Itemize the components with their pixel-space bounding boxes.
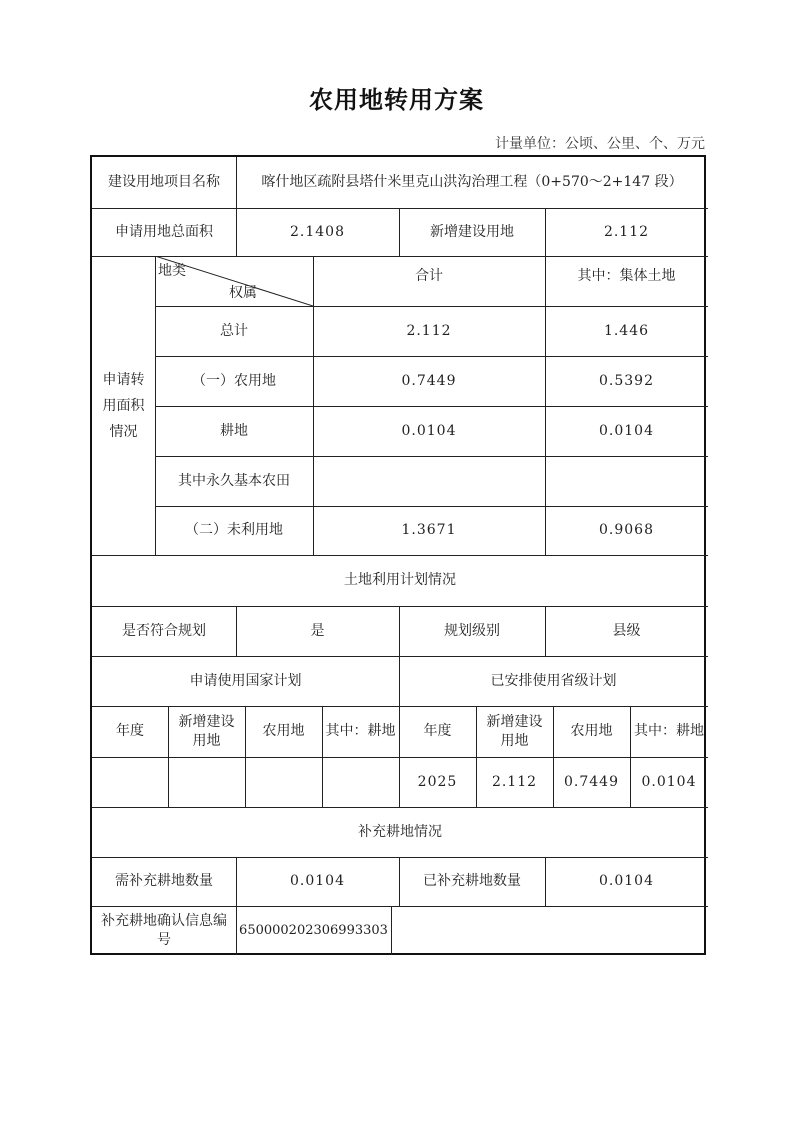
done-supplement-label: 已补充耕地数量 [423,873,521,889]
conv-row-label: 耕地 [220,422,248,439]
conv-row-collective: 0.5392 [599,372,654,389]
done-supplement-value: 0.0104 [599,873,654,889]
plan-header-new-construction: 新增建设用地 [178,713,235,749]
conv-row-label: （一）农用地 [192,372,276,389]
conv-row-total [313,456,545,506]
plan-value-cell [168,757,245,807]
supplement-section-title: 补充耕地情况 [358,823,442,840]
project-name-label: 建设用地项目名称 [108,174,220,190]
plan-header-year: 年度 [116,723,144,739]
plan-value-cell: 0.0104 [641,773,697,790]
plan-value-cell: 2.112 [491,773,538,790]
new-construction-land-label: 新增建设用地 [430,223,514,240]
conv-row-collective: 1.446 [603,322,650,339]
corner-ownership: 权属 [229,284,257,301]
plan-value-cell [92,757,168,807]
plan-value-cell: 2025 [417,773,458,790]
conv-row-total: 0.0104 [401,422,457,439]
conv-row-collective: 0.0104 [599,422,654,439]
project-name-value: 喀什地区疏附县塔什米里克山洪沟治理工程（0+570～2+147 段） [261,174,683,190]
conv-row-label: （二）未利用地 [185,522,283,538]
conform-plan-value: 是 [310,622,325,639]
new-construction-land-value: 2.112 [603,223,650,240]
national-plan-title: 申请使用国家计划 [189,672,302,689]
conv-row-label: 总计 [220,322,248,339]
conv-row-collective: 0.9068 [599,522,654,538]
plan-header-farmland: 农用地 [262,723,305,739]
unit-note: 计量单位：公顷、公里、个、万元 [495,136,705,152]
plan-value-cell [322,757,399,807]
provincial-plan-title: 已安排使用省级计划 [490,672,617,689]
plan-header-cultivated: 其中：耕地 [325,723,396,739]
col-collective-header: 其中：集体土地 [577,267,676,284]
plan-value-cell [245,757,322,807]
plan-header-farmland: 农用地 [570,723,613,739]
need-supplement-label: 需补充耕地数量 [115,873,213,889]
plan-value-cell: 0.7449 [564,773,619,790]
confirm-number-value: 650000202306993303 [239,923,388,938]
plan-level-value: 县级 [612,622,641,639]
need-supplement-value: 0.0104 [290,873,345,889]
page-title: 农用地转用方案 [309,86,484,114]
plan-header-new-construction: 新增建设用地 [486,713,543,749]
conv-row-total: 1.3671 [401,522,457,538]
confirm-number-label: 补充耕地确认信息编号 [101,912,227,948]
conv-row-label: 其中永久基本农田 [178,472,290,489]
conv-row-total: 2.112 [406,322,452,339]
plan-level-label: 规划级别 [444,622,500,639]
land-conversion-table [90,155,706,955]
plan-header-year: 年度 [423,723,452,739]
conversion-side-label: 申请转 用面积 情况 [102,371,145,440]
plan-header-cultivated: 其中：耕地 [634,723,704,739]
plan-section-title: 土地利用计划情况 [344,572,456,588]
col-total-header: 合计 [415,267,443,284]
conv-row-total: 0.7449 [401,372,457,389]
conform-plan-label: 是否符合规划 [122,622,206,639]
apply-total-area-value: 2.1408 [290,223,345,240]
apply-total-area-label: 申请用地总面积 [115,223,213,240]
conv-row-collective [545,456,708,506]
corner-land-type: 地类 [158,262,186,279]
